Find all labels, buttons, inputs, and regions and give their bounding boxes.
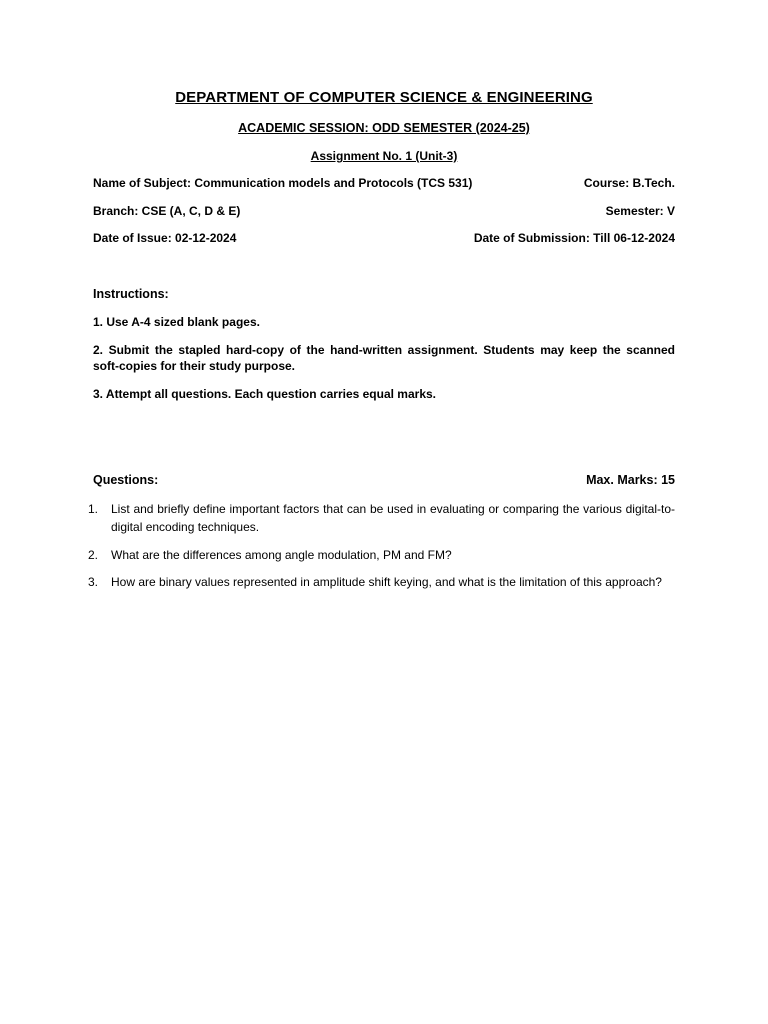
instruction-item: 1. Use A-4 sized blank pages. bbox=[93, 315, 260, 329]
subject-name: Name of Subject: Communication models and Protocols (TCS 531) bbox=[93, 176, 473, 190]
questions-header bbox=[93, 473, 675, 487]
assignment-number: Assignment No. 1 (Unit-3) bbox=[310, 149, 458, 163]
submission-date: Date of Submission: Till 06-12-2024 bbox=[473, 231, 675, 245]
questions-heading: Questions: bbox=[93, 473, 159, 487]
department-title: DEPARTMENT OF COMPUTER SCIENCE & ENGINEERING bbox=[175, 89, 593, 106]
question-number: 3. bbox=[88, 575, 99, 589]
question-item bbox=[88, 546, 675, 564]
dates-row bbox=[93, 231, 675, 245]
question-text: What are the differences among angle modulation, PM and FM? bbox=[111, 548, 452, 562]
instructions-heading: Instructions: bbox=[93, 287, 169, 301]
question-text: How are binary values represented in amplitude shift keying, and what is the limitation of this approach? bbox=[111, 575, 662, 589]
subject-course-row bbox=[93, 176, 675, 190]
max-marks: Max. Marks: 15 bbox=[586, 473, 675, 487]
instruction-item: 3. Attempt all questions. Each question carries equal marks. bbox=[93, 387, 436, 401]
question-item bbox=[88, 500, 675, 536]
branch: Branch: CSE (A, C, D & E) bbox=[93, 204, 241, 218]
question-text: List and briefly define important factors that can be used in evaluating or comparing the various digital-to-digital encoding techniques. bbox=[111, 502, 675, 534]
question-number: 1. bbox=[88, 502, 99, 516]
question-item bbox=[88, 573, 675, 591]
instruction-item: 2. Submit the stapled hard-copy of the hand-written assignment. Students may keep the scanned soft-copies for their study purpose. bbox=[93, 343, 675, 373]
semester: Semester: V bbox=[605, 204, 675, 218]
academic-session: ACADEMIC SESSION: ODD SEMESTER (2024-25) bbox=[238, 121, 530, 135]
question-number: 2. bbox=[88, 548, 99, 562]
branch-semester-row bbox=[93, 204, 675, 218]
issue-date: Date of Issue: 02-12-2024 bbox=[93, 231, 237, 245]
course-name: Course: B.Tech. bbox=[583, 176, 675, 190]
